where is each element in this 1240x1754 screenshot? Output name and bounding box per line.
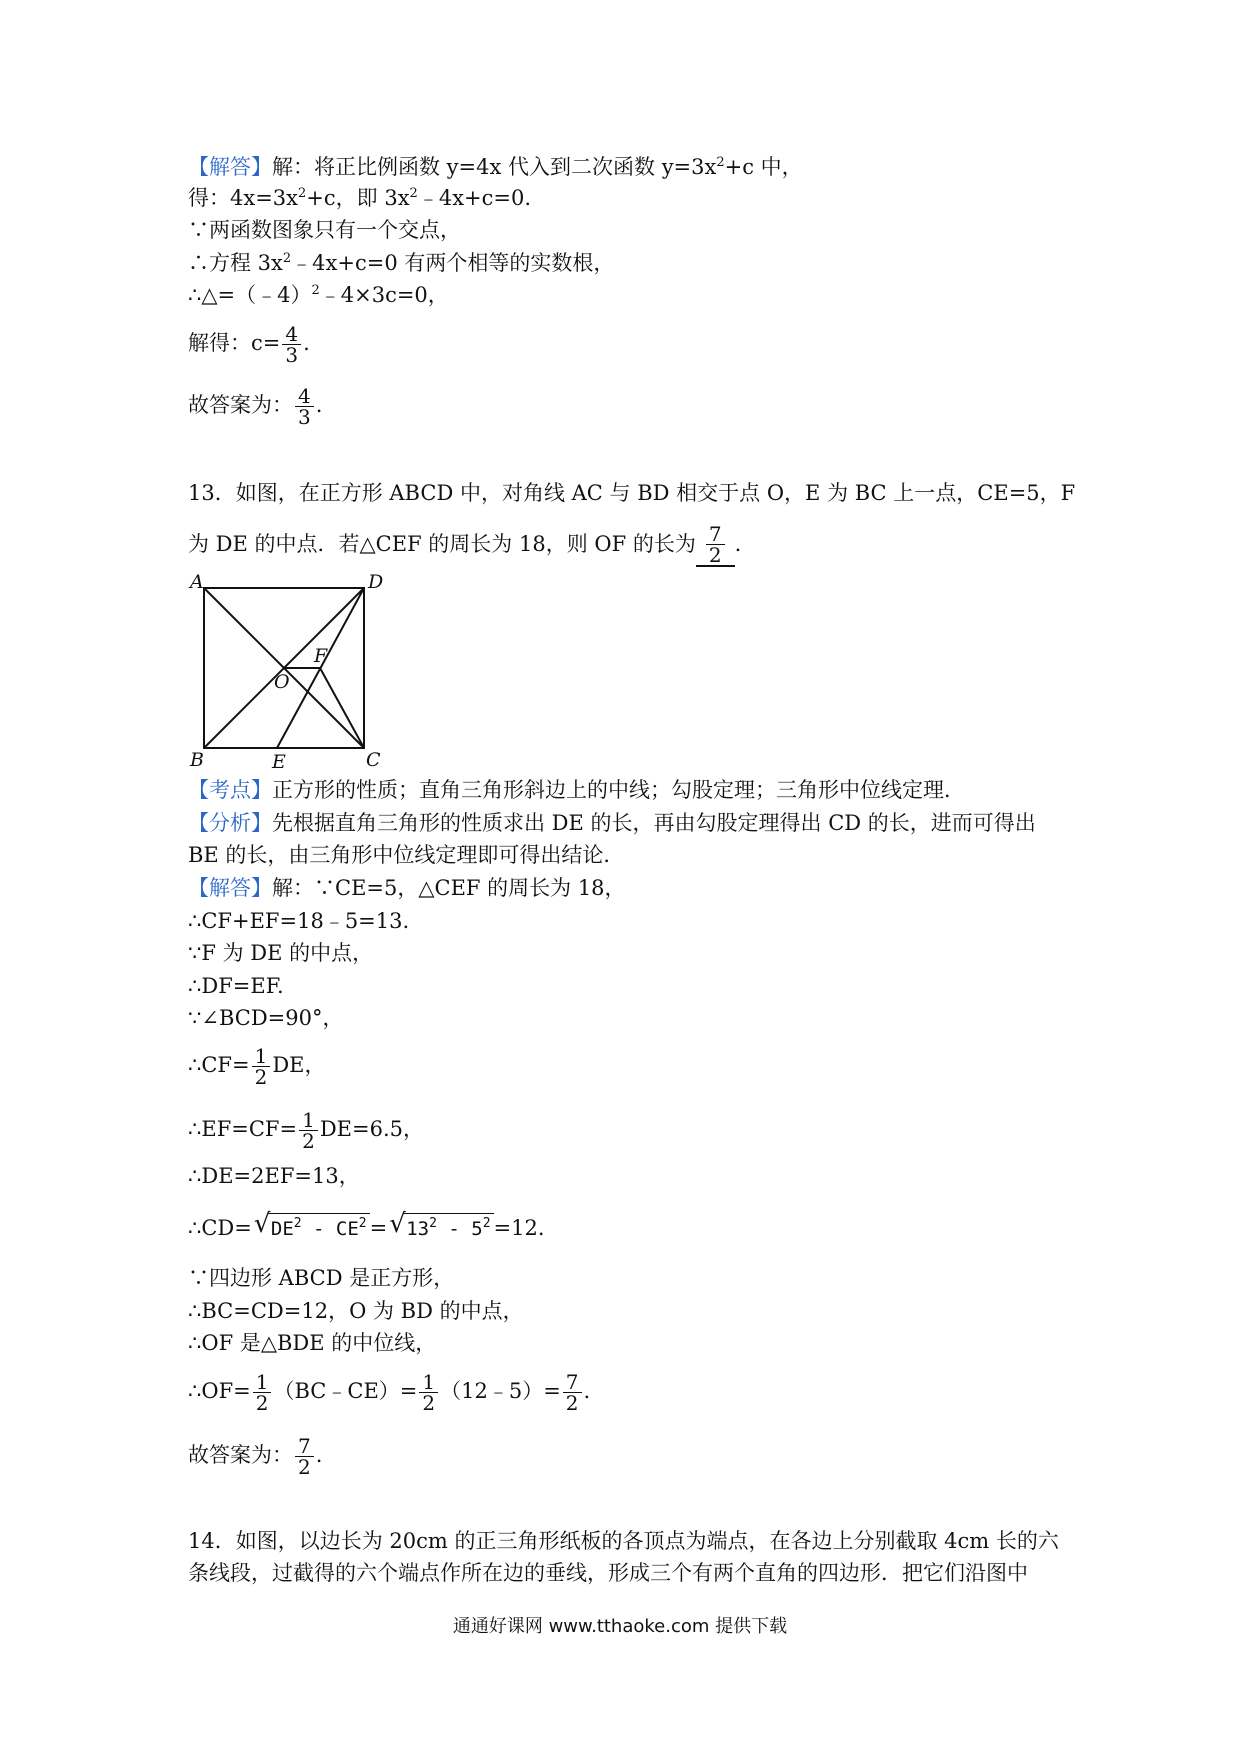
q13-solution-line-6 [188,1046,326,1087]
q13-solution-line-11: ∴BC=CD=12，O 为 BD 的中点， [188,1299,524,1323]
q13-solution-line-12: ∴OF 是△BDE 的中位线， [188,1331,437,1355]
superscript: 2 [298,186,307,201]
fraction [706,524,725,565]
square-root: √ $13^2 - 5^2$ [389,1213,493,1244]
denominator: 3 [298,405,311,429]
text: 得：4x=3x [188,186,299,210]
text: ∴CF= [188,1053,250,1077]
denominator: 2 [302,1129,315,1153]
text: - 5 [436,1218,483,1240]
segment-cf [320,668,364,748]
q13-final-answer: 故答案为： $\frac{7}{2}$ . [188,1434,323,1479]
q13-solution-line-3: ∵F 为 DE 的中点， [188,941,374,965]
q13-solution-line-2: ∴CF+EF=18﹣5=13. [188,909,410,933]
denominator: 2 [565,1391,579,1415]
q12-answer-line-4 [188,248,614,278]
text: ∴EF=CF= [188,1117,298,1141]
q12-answer-line-6: 解得：c= $\frac{4}{3}$ . [188,322,310,367]
answer-tag: 【解答】 [188,155,272,179]
numerator: 1 [299,1110,318,1131]
q13-solution-line-8: ∴DE=2EF=13， [188,1164,360,1188]
q12-answer-line-2 [188,183,531,213]
label-d: D [368,571,384,593]
fraction [295,1436,314,1477]
q13-solution-line-1 [188,873,626,903]
text: ∴方程 3x [188,251,283,275]
q13-solution-line-9 [188,1209,545,1244]
q12-answer-line-1 [188,152,803,182]
text: - CE [301,1218,359,1240]
text: ﹣4×3c=0， [319,283,449,307]
q13-stem-line-2: 为 DE 的中点．若△CEF 的周长为 18，则 OF 的长为 $\frac{7}{2}$ . [188,522,742,567]
superscript: 2 [311,283,320,298]
label-f: F [314,645,328,667]
text: 先根据直角三角形的性质求出 DE 的长，再由勾股定理得出 CD 的长，进而可得出 [272,811,1036,835]
fraction [419,1372,438,1413]
text: 解：将正比例函数 y=4x 代入到二次函数 y=3x [272,155,717,179]
q13-solution-line-13 [188,1372,590,1413]
fraction [253,1372,272,1413]
numerator: 7 [563,1372,582,1393]
denominator: 2 [254,1065,268,1089]
q12-answer-line-7: 故答案为： $\frac{4}{3}$ . [188,384,323,429]
text: ﹣4x+c=0. [417,186,532,210]
q14-stem-line-1: 14．如图，以边长为 20cm 的正三角形纸板的各顶点为端点，在各边上分别截取 4cm 长的六 [188,1529,1059,1553]
numerator: 4 [282,324,301,345]
q13-solution-line-4: ∴DF=EF. [188,974,284,998]
q12-answer-line-5 [188,280,449,310]
text: DE [270,1218,294,1240]
superscript: 2 [716,155,725,170]
text: 解：∵CE=5，△CEF 的周长为 18， [272,876,626,900]
square-figure [186,570,386,770]
text: +c，即 3x [306,186,410,210]
text: （BC﹣CE）= [273,1379,418,1403]
numerator: 1 [253,1372,272,1393]
label-e: E [272,751,286,770]
fraction [563,1372,582,1413]
text: ﹣4x+c=0 有两个相等的实数根， [291,251,615,275]
fraction [299,1110,318,1151]
q12-answer-line-3: ∵两函数图象只有一个交点， [188,218,461,242]
q14-stem-line-2: 条线段，过截得的六个端点作所在边的垂线，形成三个有两个直角的四边形．把它们沿图中 [188,1561,1028,1585]
superscript: 2 [429,1216,437,1231]
text: DE=6.5， [319,1117,424,1141]
label-o: O [274,671,290,693]
fraction [282,324,301,365]
superscript: 2 [482,1216,491,1231]
text: = [369,1216,388,1240]
square-root: √ $DE^2 - CE^2$ [254,1213,370,1244]
text: ∴OF= [188,1379,251,1403]
denominator: 2 [708,543,722,567]
text: . [583,1379,591,1403]
numerator: 7 [706,524,725,545]
fraction [295,386,314,427]
numerator: 7 [295,1436,314,1457]
answer-blank [696,524,735,567]
superscript: 2 [282,251,292,266]
q13-fenxi-line-2: BE 的长，由三角形中位线定理即可得出结论． [188,843,625,867]
page-footer: 通通好课网 www.tthaoke.com 提供下载 [452,1616,788,1637]
superscript: 2 [409,186,418,201]
label-a: A [190,571,204,593]
label-b: B [190,749,204,770]
text: 13 [406,1218,430,1240]
q13-solution-line-5: ∵∠BCD=90°， [188,1006,344,1030]
q13-kaodian [188,775,965,805]
fenxi-tag: 【分析】 [188,811,272,835]
q13-solution-line-10: ∵四边形 ABCD 是正方形， [188,1266,455,1290]
denominator: 2 [298,1455,311,1479]
q13-fenxi-line-1 [188,808,1036,838]
text: =12. [493,1216,545,1240]
text: +c 中， [724,155,803,179]
kaodian-tag: 【考点】 [188,778,272,802]
numerator: 1 [419,1372,438,1393]
text: DE， [272,1053,326,1077]
label-c: C [366,749,381,770]
text: 正方形的性质；直角三角形斜边上的中线；勾股定理；三角形中位线定理． [272,778,965,802]
text: 故答案为： [188,393,293,417]
numerator: 4 [295,386,314,407]
q13-solution-line-7 [188,1110,424,1151]
numerator: 1 [252,1046,271,1067]
superscript: 2 [293,1216,302,1231]
text: ∴△=（﹣4） [188,283,312,307]
answer-tag: 【解答】 [188,876,272,900]
text: 故答案为： [188,1443,293,1467]
fraction [252,1046,271,1087]
text: 解得：c= [188,331,281,355]
denominator: 2 [422,1391,436,1415]
text: 为 DE 的中点．若△CEF 的周长为 18，则 OF 的长为 [188,532,696,556]
text: （12﹣5）= [440,1379,561,1403]
denominator: 2 [255,1391,269,1415]
text: ∴CD= [188,1216,252,1240]
q13-stem-line-1: 13．如图，在正方形 ABCD 中，对角线 AC 与 BD 相交于点 O，E 为 BC 上一点，CE=5，F [188,481,1076,505]
superscript: 2 [358,1216,367,1231]
denominator: 3 [285,343,299,367]
